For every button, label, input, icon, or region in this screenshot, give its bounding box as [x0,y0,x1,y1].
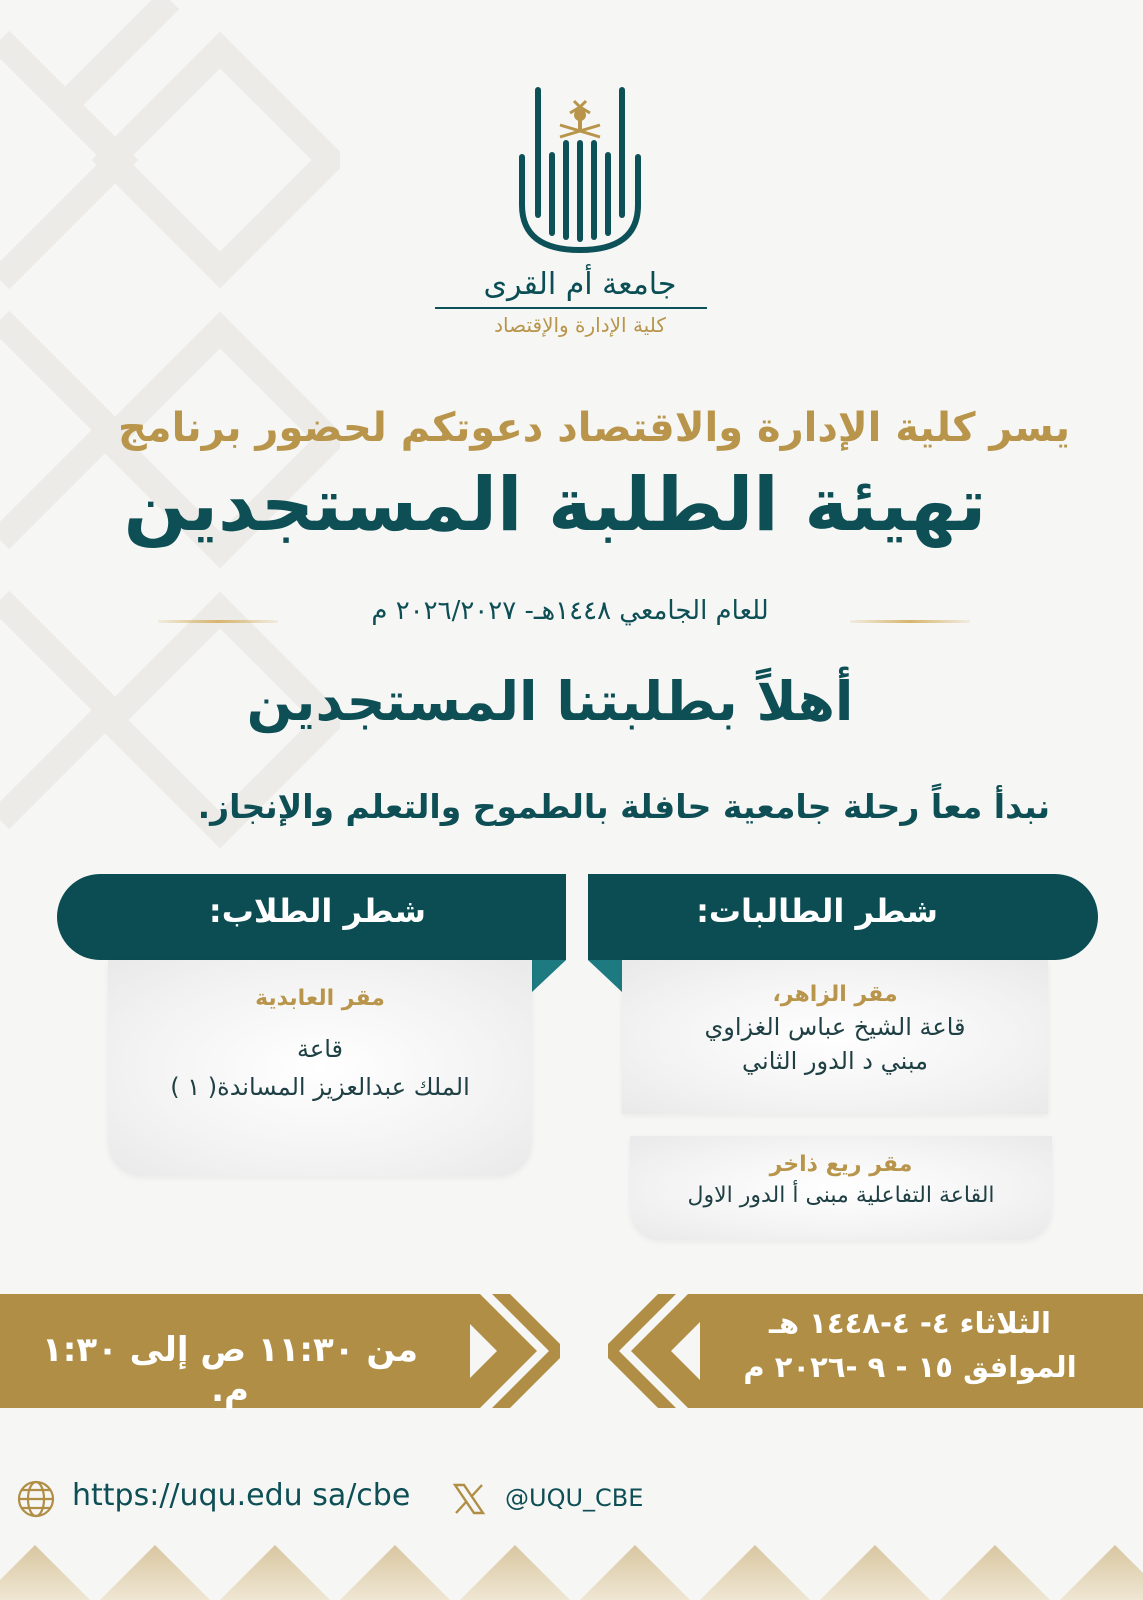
invitation-intro: يسر كلية الإدارة والاقتصاد دعوتكم لحضور برنامج [117,405,1070,451]
website-url[interactable]: https://uqu.edu sa/cbe [72,1478,411,1513]
chevron-left-decoration-icon [608,1294,728,1408]
right-gold-divider [850,620,970,623]
male-venue-line2: الملك عبدالعزيز المساندة( ١ ) [170,1073,470,1101]
welcome-heading: أهلاً بطلبتنا المستجدين [246,670,854,733]
university-name: جامعة أم القرى [483,267,677,302]
female-venue-card-2 [630,1136,1052,1240]
globe-icon [16,1479,56,1519]
female-venue2-line1: القاعة التفاعلية مبنى أ الدور الاول [687,1183,995,1208]
female-venue-card-1 [622,960,1048,1114]
male-tab-fold [532,960,566,992]
chevron-right-decoration-icon [440,1294,560,1408]
university-emblem-icon [430,85,730,265]
event-gregorian-date: الموافق ١٥ - ٩ -٢٠٢٦ م [743,1350,1077,1384]
event-day-hijri: الثلاثاء ٤- ٤-١٤٤٨ هـ [769,1306,1051,1340]
university-logo [430,85,730,355]
female-venue1-line1: قاعة الشيخ عباس الغزاوي [704,1013,966,1041]
program-title: تهيئة الطلبة المستجدين [123,462,987,548]
female-section-tab [588,874,1098,960]
event-time: من ١١:٣٠ ص إلى ١:٣٠ م. [41,1330,419,1410]
female-section-title: شطر الطالبات: [696,892,938,930]
male-venue-card [108,960,532,1176]
x-logo-icon[interactable] [452,1482,486,1516]
male-venue-line1: قاعة [297,1035,343,1063]
female-venue2-head: مقر ريع ذاخر [769,1152,913,1177]
male-section-tab [57,874,566,960]
female-venue1-head: مقر الزاهر، [772,982,898,1007]
academic-year: للعام الجامعي ١٤٤٨هـ- ٢٠٢٦/٢٠٢٧ م [371,596,769,626]
male-venue-head: مقر العابدية [255,986,385,1011]
left-gold-divider [158,620,278,623]
female-tab-fold [588,960,622,992]
bottom-diamond-pattern [0,1545,1143,1600]
logo-divider [435,307,707,309]
college-name: كلية الإدارة والإقتصاد [494,313,666,337]
male-section-title: شطر الطلاب: [208,892,426,930]
female-venue1-line2: مبني د الدور الثاني [742,1047,928,1075]
x-handle[interactable]: @UQU_CBE [505,1484,644,1512]
tagline: نبدأ معاً رحلة جامعية حافلة بالطموح والتعلم والإنجاز. [197,787,1050,826]
